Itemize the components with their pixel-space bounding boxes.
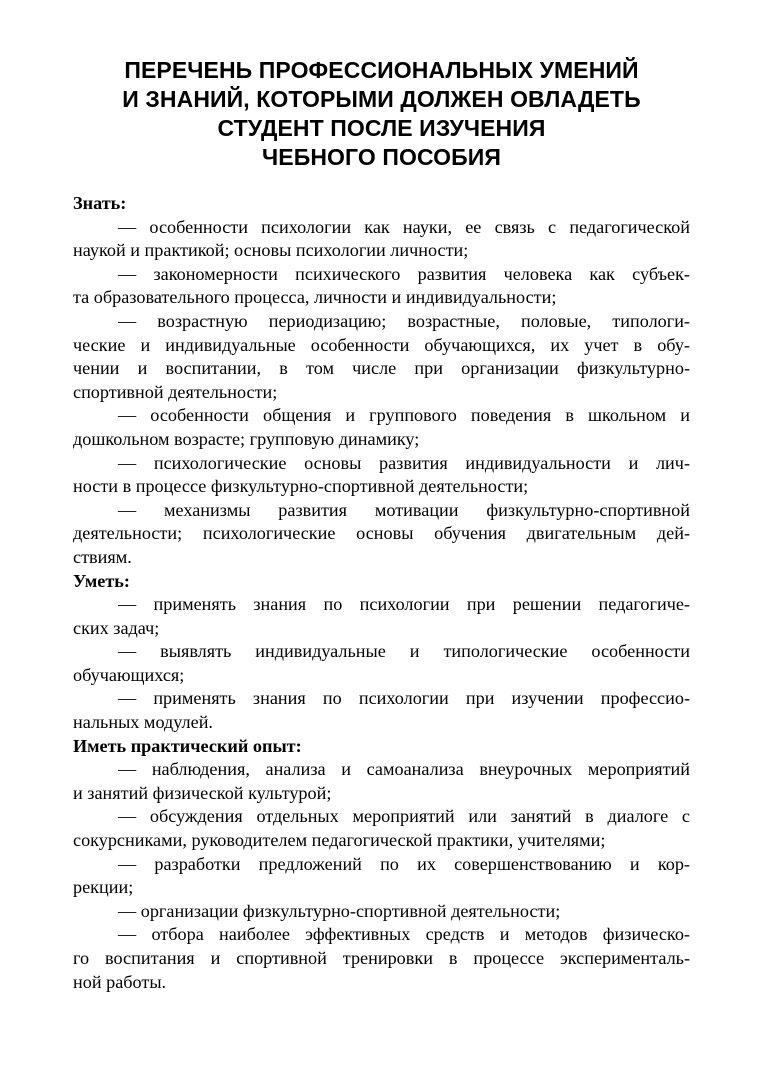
list-item xyxy=(73,640,690,687)
list-item xyxy=(73,216,690,263)
list-item xyxy=(73,900,690,924)
text-line: ной работы. xyxy=(73,971,167,992)
list-item xyxy=(73,687,690,734)
text-line: — психологические основы развития индивидуальности и лич- xyxy=(118,452,690,473)
title-line: СТУДЕНТ ПОСЛЕ ИЗУЧЕНИЯ xyxy=(217,115,546,141)
title-line: ЧЕБНОГО ПОСОБИЯ xyxy=(262,144,501,170)
list-item xyxy=(73,263,690,310)
page-title xyxy=(73,56,690,172)
list-item xyxy=(73,404,690,451)
title-line: ПЕРЕЧЕНЬ ПРОФЕССИОНАЛЬНЫХ УМЕНИЙ xyxy=(124,57,639,83)
text-line: дошкольном возрасте; групповую динамику; xyxy=(73,428,420,449)
text-line: — применять знания по психологии при изучении профессио- xyxy=(118,688,690,709)
text-line: — возрастную периодизацию; возрастные, половые, типологи- xyxy=(118,310,690,331)
section-heading: Иметь практический опыт: xyxy=(73,735,302,756)
text-line: сокурсниками, руководителем педагогической практики, учителями; xyxy=(73,830,606,851)
text-line: та образовательного процесса, личности и индивидуальности; xyxy=(73,287,557,308)
text-line: — закономерности психического развития человека как субъек- xyxy=(118,263,690,284)
text-line: — применять знания по психологии при решении педагогиче- xyxy=(118,594,690,615)
text-line: спортивной деятельности; xyxy=(73,381,278,402)
list-item xyxy=(73,499,690,570)
list-item xyxy=(73,853,690,900)
text-line: — особенности психологии как науки, ее связь с педагогической xyxy=(118,216,690,237)
list-item xyxy=(73,310,690,404)
text-line: ствиям. xyxy=(73,546,132,567)
text-line: и занятий физической культурой; xyxy=(73,782,332,803)
text-line: обучающихся; xyxy=(73,664,185,685)
text-line: — выявлять индивидуальные и типологические особенности xyxy=(118,641,690,662)
text-line: — разработки предложений по их совершенствованию и кор- xyxy=(118,853,690,874)
list-item xyxy=(73,805,690,852)
list-item xyxy=(73,452,690,499)
section-heading: Знать: xyxy=(73,193,127,213)
text-line: нальных модулей. xyxy=(73,712,213,733)
list-item xyxy=(73,758,690,805)
text-line: — организации физкультурно-спортивной деятельности; xyxy=(118,900,561,921)
text-line: наукой и практикой; основы психологии личности; xyxy=(73,240,469,261)
text-line: ческие и индивидуальные особенности обучающихся, их учет в обу- xyxy=(73,334,690,355)
text-line: го воспитания и спортивной тренировки в процессе эксперименталь- xyxy=(73,948,690,968)
text-line: рекции; xyxy=(73,877,134,898)
list-item xyxy=(73,923,690,994)
text-line: чении и воспитании, в том числе при организации физкультурно- xyxy=(73,358,690,379)
text-line: ских задач; xyxy=(73,617,160,638)
text-line: — обсуждения отдельных мероприятий или занятий в диалоге с xyxy=(118,806,690,827)
title-line: И ЗНАНИЙ, КОТОРЫМИ ДОЛЖЕН ОВЛАДЕТЬ xyxy=(122,86,641,112)
text-line: — отбора наиболее эффективных средств и методов физическо- xyxy=(118,924,690,945)
text-line: деятельности; психологические основы обучения двигательным дей- xyxy=(73,523,690,544)
list-item xyxy=(73,593,690,640)
section-heading: Уметь: xyxy=(73,570,130,591)
text-line: — механизмы развития мотивации физкультурно-спортивной xyxy=(118,499,690,520)
text-line: — особенности общения и группового поведения в школьном и xyxy=(118,405,690,426)
text-line: ности в процессе физкультурно-спортивной деятельности; xyxy=(73,476,529,497)
text-line: — наблюдения, анализа и самоанализа внеурочных мероприятий xyxy=(118,759,690,780)
competency-list xyxy=(73,192,690,994)
